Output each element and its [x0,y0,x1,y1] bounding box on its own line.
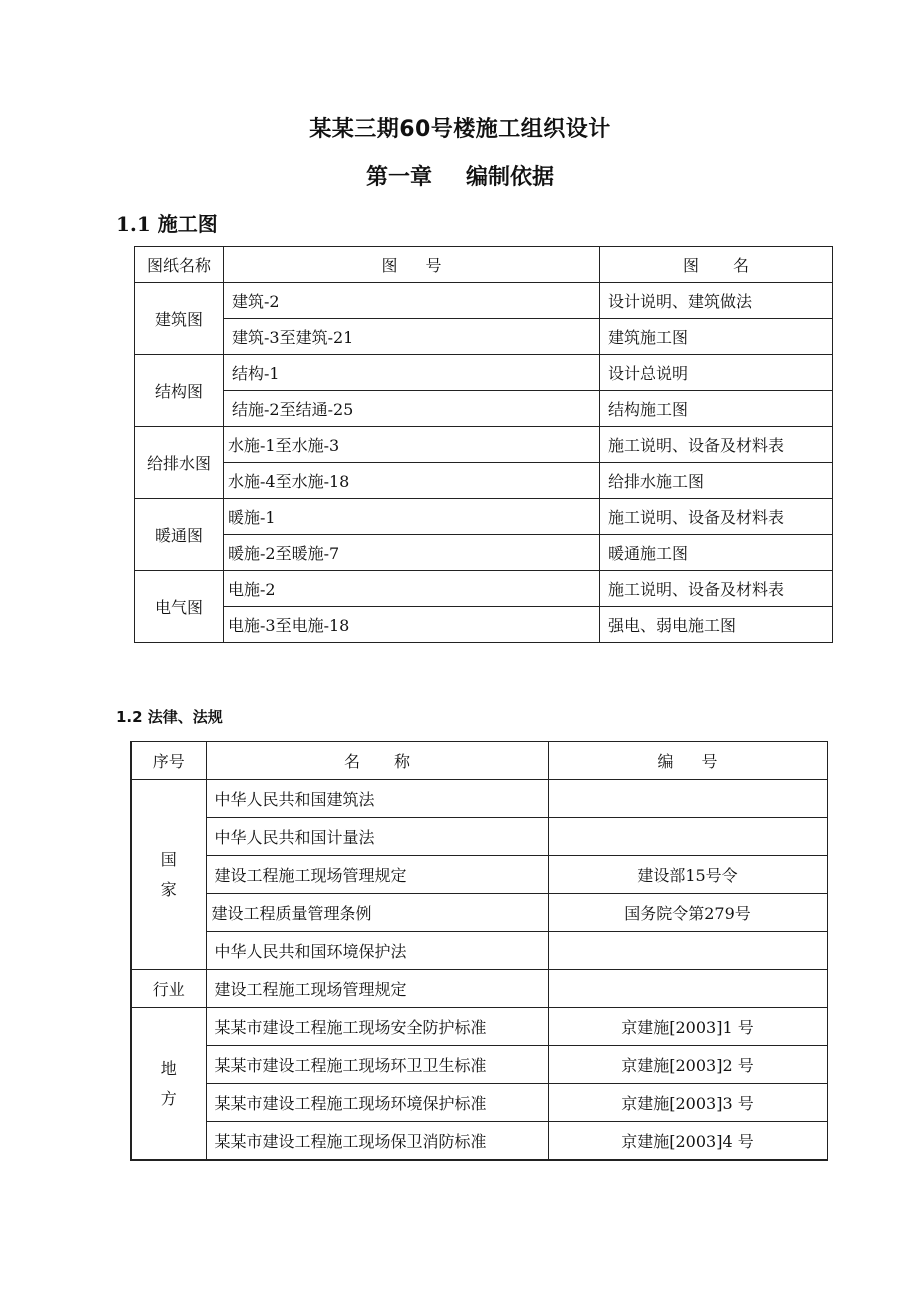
law-code-cell: 京建施[2003]1 号 [548,1008,827,1046]
header-drawing-no: 图号 [224,247,600,283]
table-row [131,894,827,932]
law-name-cell: 某某市建设工程施工现场环卫卫生标准 [206,1046,548,1084]
law-name-cell: 某某市建设工程施工现场保卫消防标准 [206,1122,548,1161]
table-row [135,607,833,643]
drawing-name-cell: 施工说明、设备及材料表 [600,571,833,607]
table-row [135,499,833,535]
drawing-name-cell: 给排水施工图 [600,463,833,499]
category-cell-local: 地 方 [131,1008,206,1161]
table-row [131,818,827,856]
drawing-no-cell: 暖施-1 [224,499,600,535]
table-row [135,391,833,427]
law-code-cell: 国务院令第279号 [548,894,827,932]
document-title: 某某三期60号楼施工组织设计 [309,117,611,142]
header-name: 名称 [206,742,548,780]
law-code-cell [548,818,827,856]
drawing-no-cell: 建筑-3至建筑-21 [224,319,600,355]
category-cell: 结构图 [135,355,224,427]
drawings-table [134,246,833,643]
drawing-no-cell: 水施-4至水施-18 [224,463,600,499]
drawing-name-cell: 设计说明、建筑做法 [600,283,833,319]
table-row [135,283,833,319]
category-cell: 暖通图 [135,499,224,571]
table-header-row [135,247,833,283]
drawing-no-cell: 结构-1 [224,355,600,391]
table-row [131,970,827,1008]
law-code-cell: 京建施[2003]3 号 [548,1084,827,1122]
drawing-name-cell: 设计总说明 [600,355,833,391]
table-row [131,1046,827,1084]
law-name-cell: 某某市建设工程施工现场安全防护标准 [206,1008,548,1046]
chapter-number: 第一章 [365,165,432,190]
table-row [135,535,833,571]
section-heading-laws: 1.2 法律、法规 [116,708,223,726]
law-code-cell [548,970,827,1008]
table-row [131,1008,827,1046]
category-cell-industry: 行业 [131,970,206,1008]
table-row [131,1122,827,1161]
law-name-cell: 中华人民共和国计量法 [206,818,548,856]
drawing-no-cell: 建筑-2 [224,283,600,319]
table-row [135,319,833,355]
chapter-title [0,160,920,191]
law-name-cell: 建设工程质量管理条例 [206,894,548,932]
category-cell-national: 国 家 [131,780,206,970]
table-row [131,856,827,894]
drawing-no-cell: 结施-2至结通-25 [224,391,600,427]
drawing-name-cell: 施工说明、设备及材料表 [600,499,833,535]
law-name-cell: 某某市建设工程施工现场环境保护标准 [206,1084,548,1122]
table-header-row [131,742,827,780]
drawing-name-cell: 结构施工图 [600,391,833,427]
law-name-cell: 中华人民共和国建筑法 [206,780,548,818]
law-name-cell: 建设工程施工现场管理规定 [206,856,548,894]
section-heading-drawings: 1.1 施工图 [116,212,218,236]
table-row [131,780,827,818]
drawing-name-cell: 暖通施工图 [600,535,833,571]
law-code-cell: 京建施[2003]4 号 [548,1122,827,1161]
drawing-no-cell: 水施-1至水施-3 [224,427,600,463]
table-row [135,463,833,499]
drawing-name-cell: 建筑施工图 [600,319,833,355]
header-drawing-name: 图名 [600,247,833,283]
category-cell: 给排水图 [135,427,224,499]
table-row [135,355,833,391]
law-name-cell: 中华人民共和国环境保护法 [206,932,548,970]
drawing-no-cell: 暖施-2至暖施-7 [224,535,600,571]
drawing-name-cell: 施工说明、设备及材料表 [600,427,833,463]
drawing-no-cell: 电施-3至电施-18 [224,607,600,643]
table-row [131,1084,827,1122]
header-code: 编号 [548,742,827,780]
law-code-cell: 建设部15号令 [548,856,827,894]
table-row [135,571,833,607]
law-code-cell: 京建施[2003]2 号 [548,1046,827,1084]
category-cell: 建筑图 [135,283,224,355]
table-row [131,932,827,970]
table-row [135,427,833,463]
category-cell: 电气图 [135,571,224,643]
header-seq: 序号 [131,742,206,780]
law-code-cell [548,932,827,970]
chapter-name: 编制依据 [466,165,555,190]
header-category: 图纸名称 [135,247,224,283]
law-name-cell: 建设工程施工现场管理规定 [206,970,548,1008]
drawing-no-cell: 电施-2 [224,571,600,607]
laws-table [130,741,828,1161]
law-code-cell [548,780,827,818]
drawing-name-cell: 强电、弱电施工图 [600,607,833,643]
